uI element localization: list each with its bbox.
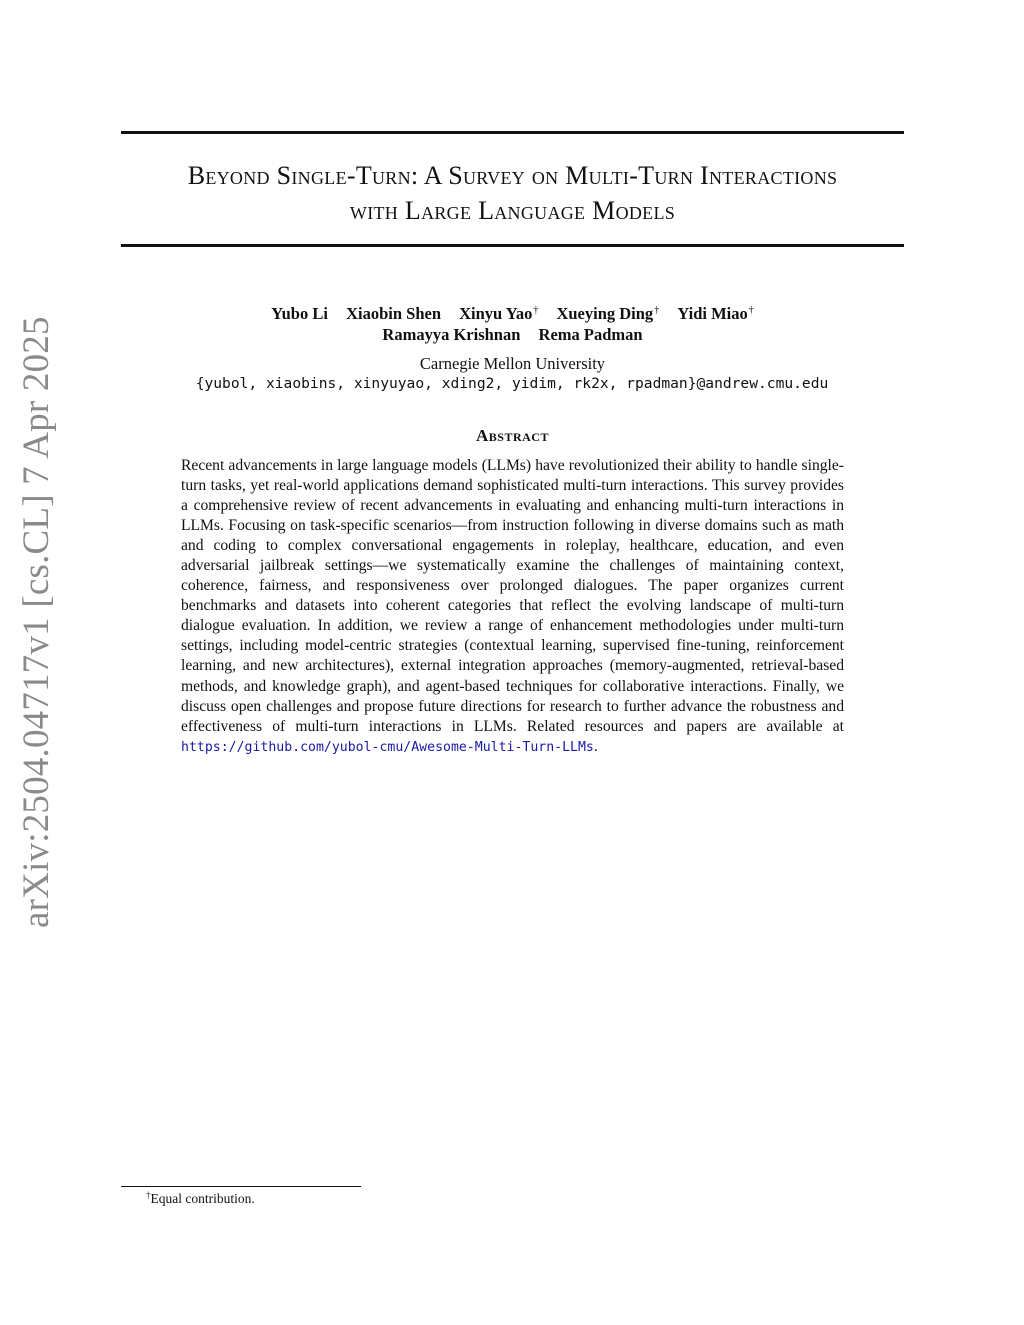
footnote (146, 1190, 255, 1208)
equal-contribution-mark: † (533, 305, 539, 316)
author (556, 304, 659, 323)
author (539, 325, 643, 344)
abstract-heading: Abstract (476, 426, 549, 445)
paper-title (121, 158, 904, 228)
author-name: Yubo Li (271, 304, 328, 323)
author (677, 304, 753, 323)
author (459, 304, 538, 323)
abstract-text: Recent advancements in large language models (LLMs) have revolutionized their ability to handle single-turn tasks, yet real-world applications demand sophisticated multi-turn interactions. This survey provides a comprehensive review of recent advancements in evaluating and enhancing multi-turn interactions in LLMs. Focusing on task-specific scenarios—from instruction following in diverse domains such as math and coding to complex conversational engagements in roleplay, healthcare, education, and even adversarial jailbreak settings—we systematically examine the challenges of maintaining context, coherence, fairness, and responsiveness over prolonged dialogues. The paper organizes current benchmarks and datasets into coherent categories that reflect the evolving landscape of multi-turn dialogue evaluation. In addition, we review a range of enhancement methodologies under multi-turn settings, including model-centric strategies (contextual learning, supervised fine-tuning, reinforcement learning, and new architectures), external integration approaches (memory-augmented, retrieval-based methods, and knowledge graph), and agent-based techniques for collaborative interactions. Finally, we discuss open challenges and propose future directions for research to further advance the robustness and effectiveness of multi-turn interactions in LLMs. Related resources and papers are available at (181, 457, 844, 735)
author-name: Xiaobin Shen (346, 304, 441, 323)
author-list (121, 303, 904, 345)
arxiv-identifier-stamp: arXiv:2504.04717v1 [cs.CL] 7 Apr 2025 (16, 316, 57, 928)
equal-contribution-mark: † (654, 305, 660, 316)
author-name: Yidi Miao (677, 304, 748, 323)
github-resources-link[interactable]: https://github.com/yubol-cmu/Awesome-Multi-Turn-LLMs (181, 739, 594, 755)
title-top-rule (121, 131, 904, 134)
author-row-1 (121, 303, 904, 324)
author-name: Xueying Ding (556, 304, 654, 323)
title-bottom-rule (121, 244, 904, 247)
title-line-2: with Large Language Models (349, 196, 676, 225)
affiliation: Carnegie Mellon University (419, 354, 606, 373)
author (382, 325, 520, 344)
author-row-2 (121, 324, 904, 345)
abstract-end-punctuation: . (593, 737, 598, 755)
author-name: Ramayya Krishnan (382, 325, 521, 344)
author-emails: {yubol, xiaobins, xinyuyao, xding2, yidim, rk2x, rpadman}@andrew.cmu.edu (195, 375, 829, 392)
equal-contribution-mark: † (748, 305, 754, 316)
abstract-body (181, 456, 844, 758)
author-name: Xinyu Yao (459, 304, 533, 323)
author (271, 304, 328, 323)
footnote-mark: † (146, 1190, 151, 1200)
footnote-rule (121, 1186, 361, 1187)
title-line-1: Beyond Single-Turn: A Survey on Multi-Turn Interactions (187, 161, 838, 190)
author-name: Rema Padman (538, 325, 643, 344)
footnote-text: Equal contribution. (150, 1191, 255, 1206)
author (346, 304, 441, 323)
